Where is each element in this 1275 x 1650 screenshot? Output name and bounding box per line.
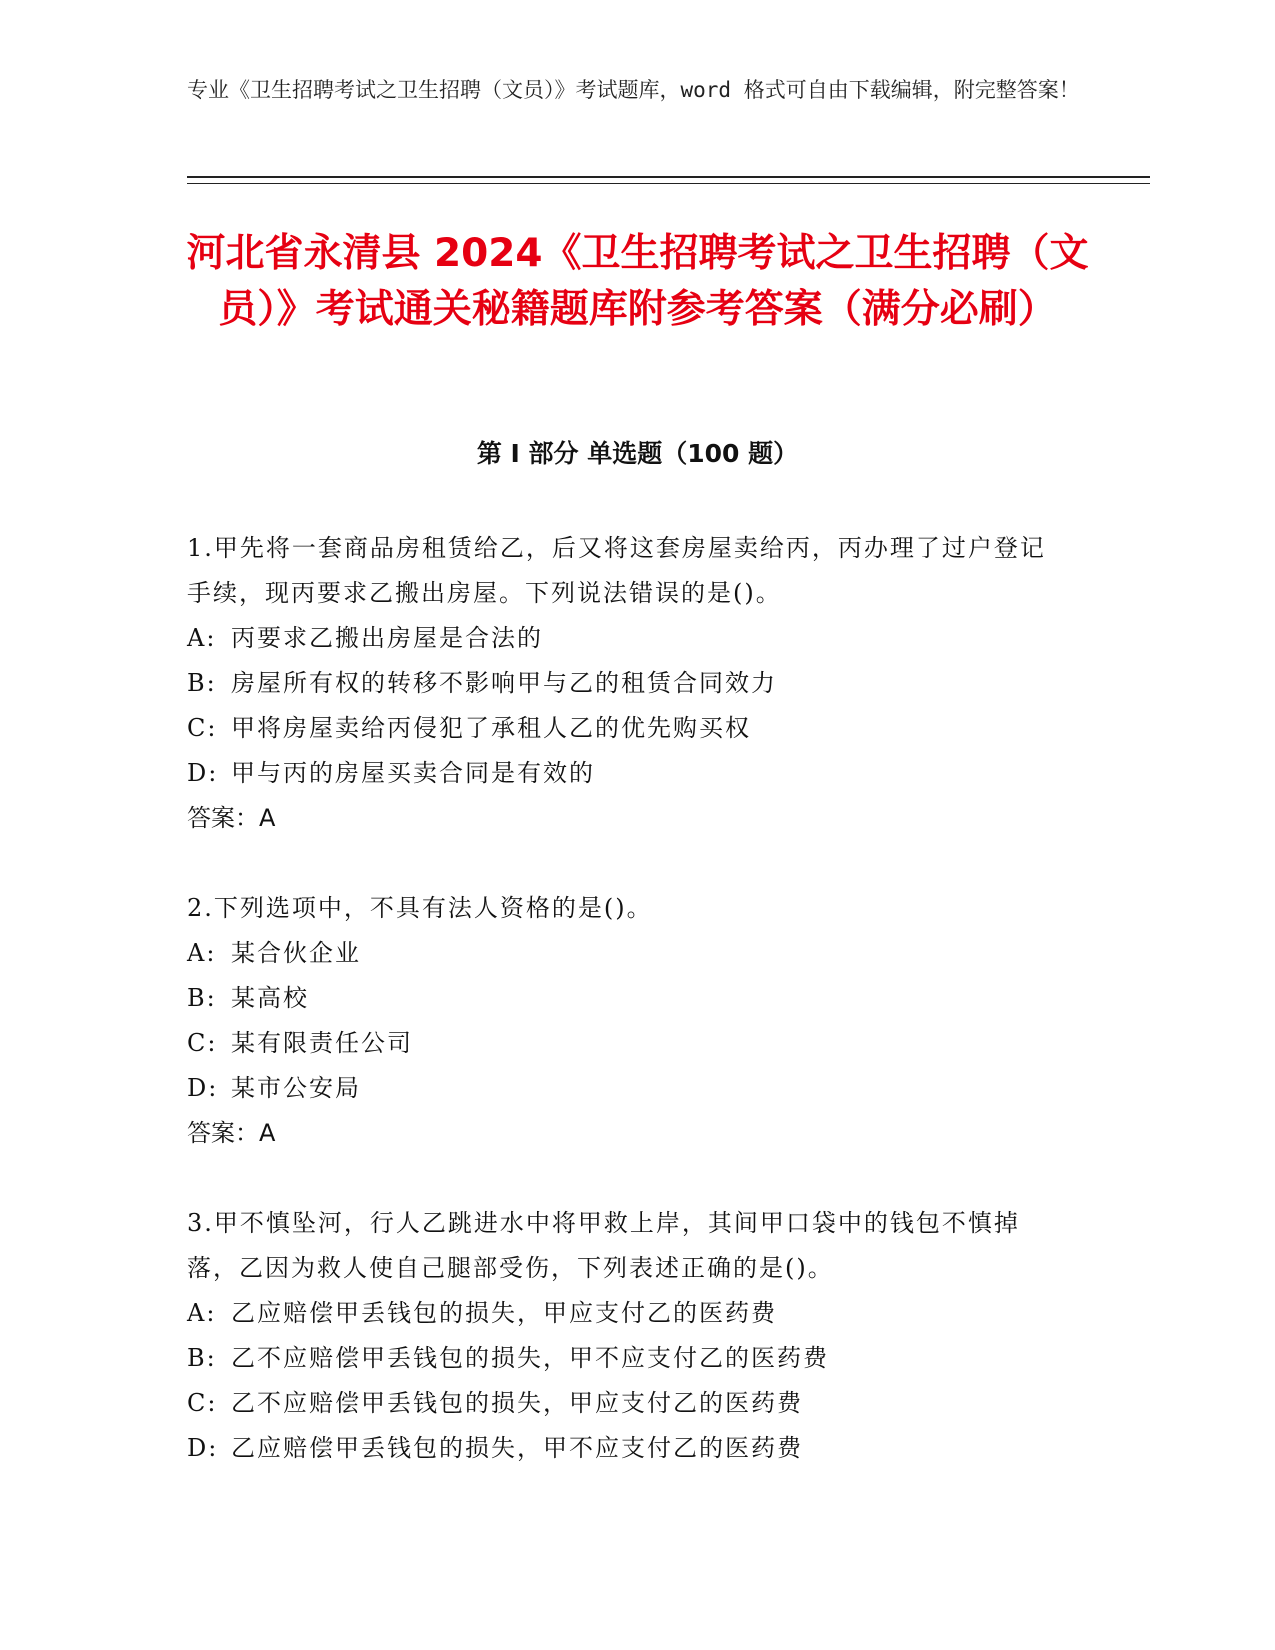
option-letter: D: xyxy=(187,1434,219,1462)
option-a xyxy=(187,931,1067,976)
option-b xyxy=(187,976,1067,1021)
question-2 xyxy=(187,886,1067,1156)
answer-line: 答案：A xyxy=(187,804,276,832)
answer-line: 答案：A xyxy=(187,1119,276,1147)
question-list xyxy=(187,526,1067,1516)
option-b xyxy=(187,661,1067,706)
option-d xyxy=(187,1066,1067,1111)
option-letter: A: xyxy=(187,624,217,652)
option-text: 某市公安局 xyxy=(231,1074,361,1102)
option-letter: A: xyxy=(187,1299,217,1327)
section-heading: 第 I 部分 单选题（100 题） xyxy=(476,439,799,468)
option-c xyxy=(187,706,1067,751)
option-letter: B: xyxy=(187,1344,217,1372)
option-text: 乙不应赔偿甲丢钱包的损失，甲应支付乙的医药费 xyxy=(231,1389,803,1417)
option-a xyxy=(187,616,1067,661)
header-divider-thick xyxy=(187,176,1150,178)
option-d xyxy=(187,751,1067,796)
option-text: 乙应赔偿甲丢钱包的损失，甲不应支付乙的医药费 xyxy=(231,1434,803,1462)
question-stem: 1.甲先将一套商品房租赁给乙，后又将这套房屋卖给丙，丙办理了过户登记手续，现丙要求乙搬出房屋。下列说法错误的是()。 xyxy=(187,534,1046,607)
option-text: 房屋所有权的转移不影响甲与乙的租赁合同效力 xyxy=(231,669,777,697)
option-letter: C: xyxy=(187,1029,218,1057)
option-text: 某高校 xyxy=(231,984,309,1012)
header-divider-thin xyxy=(187,183,1150,184)
question-stem: 3.甲不慎坠河，行人乙跳进水中将甲救上岸，其间甲口袋中的钱包不慎掉落，乙因为救人使自己腿部受伤，下列表述正确的是()。 xyxy=(187,1209,1020,1282)
option-text: 乙应赔偿甲丢钱包的损失，甲应支付乙的医药费 xyxy=(231,1299,777,1327)
question-3 xyxy=(187,1201,1067,1471)
option-letter: D: xyxy=(187,1074,219,1102)
option-text: 甲与丙的房屋买卖合同是有效的 xyxy=(231,759,595,787)
option-letter: B: xyxy=(187,984,217,1012)
option-c xyxy=(187,1381,1067,1426)
option-d xyxy=(187,1426,1067,1471)
question-stem: 2.下列选项中，不具有法人资格的是()。 xyxy=(187,894,653,922)
option-text: 某合伙企业 xyxy=(231,939,361,967)
option-text: 某有限责任公司 xyxy=(231,1029,413,1057)
option-text: 乙不应赔偿甲丢钱包的损失，甲不应支付乙的医药费 xyxy=(231,1344,829,1372)
option-letter: C: xyxy=(187,714,218,742)
option-text: 甲将房屋卖给丙侵犯了承租人乙的优先购买权 xyxy=(231,714,751,742)
option-c xyxy=(187,1021,1067,1066)
question-1 xyxy=(187,526,1067,841)
option-b xyxy=(187,1336,1067,1381)
option-text: 丙要求乙搬出房屋是合法的 xyxy=(231,624,543,652)
document-title: 河北省永清县 2024《卫生招聘考试之卫生招聘（文员）》考试通关秘籍题库附参考答案（满分必刷） xyxy=(186,231,1089,332)
option-a xyxy=(187,1291,1067,1336)
option-letter: C: xyxy=(187,1389,218,1417)
option-letter: D: xyxy=(187,759,219,787)
option-letter: B: xyxy=(187,669,217,697)
header-note: 专业《卫生招聘考试之卫生招聘（文员）》考试题库，word 格式可自由下载编辑，附完整答案！ xyxy=(187,78,1080,102)
option-letter: A: xyxy=(187,939,217,967)
